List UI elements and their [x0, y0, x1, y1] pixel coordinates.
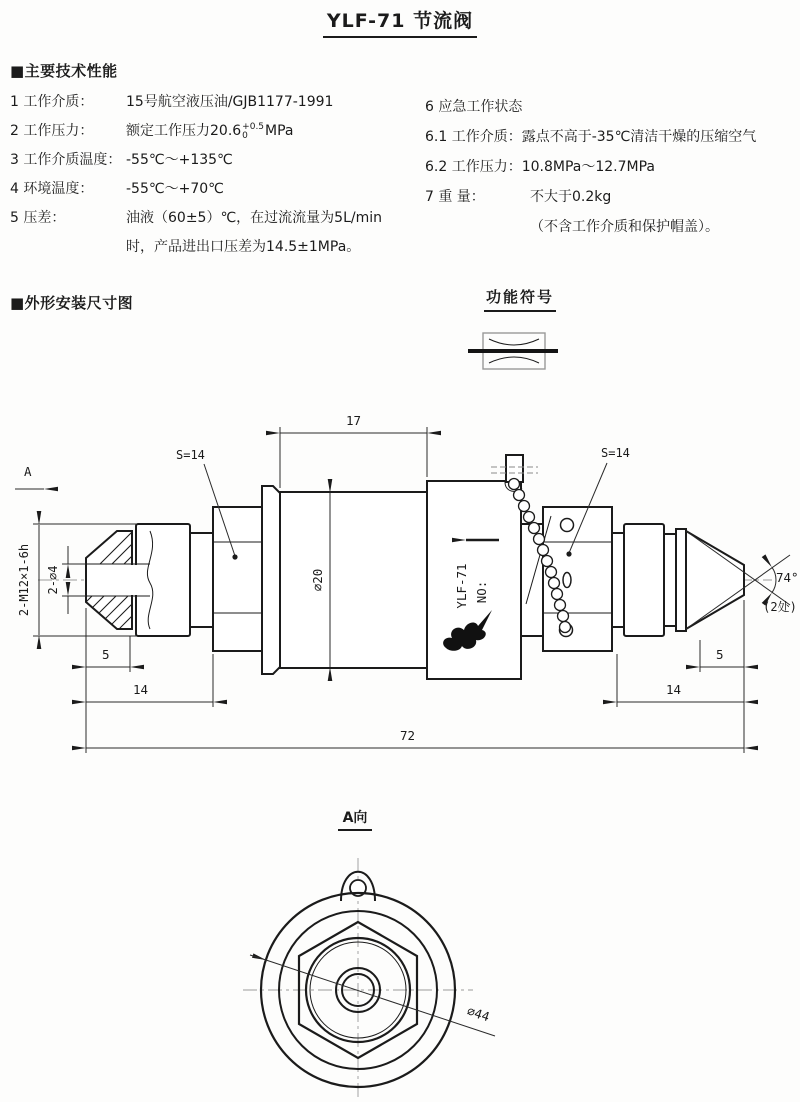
outline-heading: ■外形安装尺寸图 [10, 294, 134, 312]
spec-label: 1 工作介质： [10, 94, 94, 110]
spec-value: 油液（60±5）℃，在过流流量为5L/min 时，产品进出口压差为14.5±1MPa。 [126, 210, 382, 255]
valve-end-view-drawing [0, 795, 800, 1102]
spec-value: 10.8MPa～12.7MPa [521, 159, 656, 175]
throttle-function-symbol-icon [452, 325, 570, 380]
svg-text:5: 5 [716, 647, 724, 662]
svg-text:∅20: ∅20 [310, 568, 325, 592]
svg-text:14: 14 [133, 682, 149, 697]
svg-text:S=14: S=14 [601, 446, 630, 460]
spec-value: 15号航空液压油/GJB1177-1991 [126, 94, 334, 110]
valve-side-view-drawing [0, 400, 800, 792]
tolerance-stack: +0.5 0 [242, 122, 265, 141]
view-a-indicator [15, 464, 44, 489]
spec-label: 5 压差： [10, 210, 66, 226]
dim-5-right [700, 640, 744, 672]
spec-row-medium [10, 88, 420, 117]
svg-text:5: 5 [102, 647, 110, 662]
spec-list-right [425, 92, 797, 242]
valve-outline [16, 455, 744, 679]
svg-text:74°: 74° [776, 570, 799, 585]
spec-label: 4 环境温度： [10, 181, 94, 197]
spec-text: 6 应急工作状态 [425, 99, 523, 115]
spec-row-pressure-diff [10, 204, 420, 262]
spec-row-ambient-temp [10, 175, 420, 204]
spec-row-emergency [425, 92, 797, 122]
spec-list-left [10, 88, 420, 262]
function-symbol-heading: 功能符号 [455, 286, 585, 312]
end-view-outline [261, 872, 455, 1087]
svg-text:(2处): (2处) [763, 600, 797, 614]
svg-text:17: 17 [346, 413, 362, 428]
spec-value: 露点不高于-35℃清洁干燥的压缩空气 [521, 129, 757, 145]
lockwire-hole [561, 519, 574, 532]
lockwire-hole [563, 573, 571, 588]
spec-row-pressure [10, 117, 420, 146]
svg-text:2-M12×1-6h: 2-M12×1-6h [17, 543, 31, 617]
tech-performance-heading: ■主要技术性能 [10, 62, 118, 80]
view-a-label: A [24, 464, 32, 479]
dim-14-right [617, 654, 744, 707]
spec-row-weight-note [425, 212, 797, 242]
svg-text:S=14: S=14 [176, 448, 205, 462]
view-a-title: A向 [342, 810, 368, 826]
svg-text:14: 14 [666, 682, 682, 697]
spec-value: 不大于0.2kg [530, 189, 612, 205]
svg-text:2-∅4: 2-∅4 [46, 565, 60, 595]
spec-label: 3 工作介质温度： [10, 152, 122, 168]
title-block [0, 6, 800, 38]
spec-value: 额定工作压力20.6 +0.5 0 MPa [126, 122, 294, 141]
spec-label: 6.1 工作介质： [425, 129, 522, 145]
spec-row-emergency-pressure [425, 152, 797, 182]
spec-value: -55℃～+135℃ [126, 152, 233, 168]
spec-label: 2 工作压力： [10, 123, 94, 139]
spec-row-weight [425, 182, 797, 212]
body-marking-model: YLF-71 [454, 563, 469, 609]
spec-row-emergency-medium [425, 122, 797, 152]
svg-text:∅44: ∅44 [465, 1003, 492, 1025]
dim-17 [280, 413, 427, 488]
spec-text: （不含工作介质和保护帽盖）。 [530, 219, 719, 235]
spec-label: 7 重 量： [425, 189, 485, 205]
spec-value: -55℃～+70℃ [126, 181, 224, 197]
page-title: YLF-71 节流阀 [323, 6, 477, 38]
body-marking-no: NO: [474, 580, 489, 604]
spec-label: 6.2 工作压力： [425, 159, 522, 175]
svg-text:72: 72 [400, 728, 416, 743]
spec-row-medium-temp [10, 146, 420, 175]
